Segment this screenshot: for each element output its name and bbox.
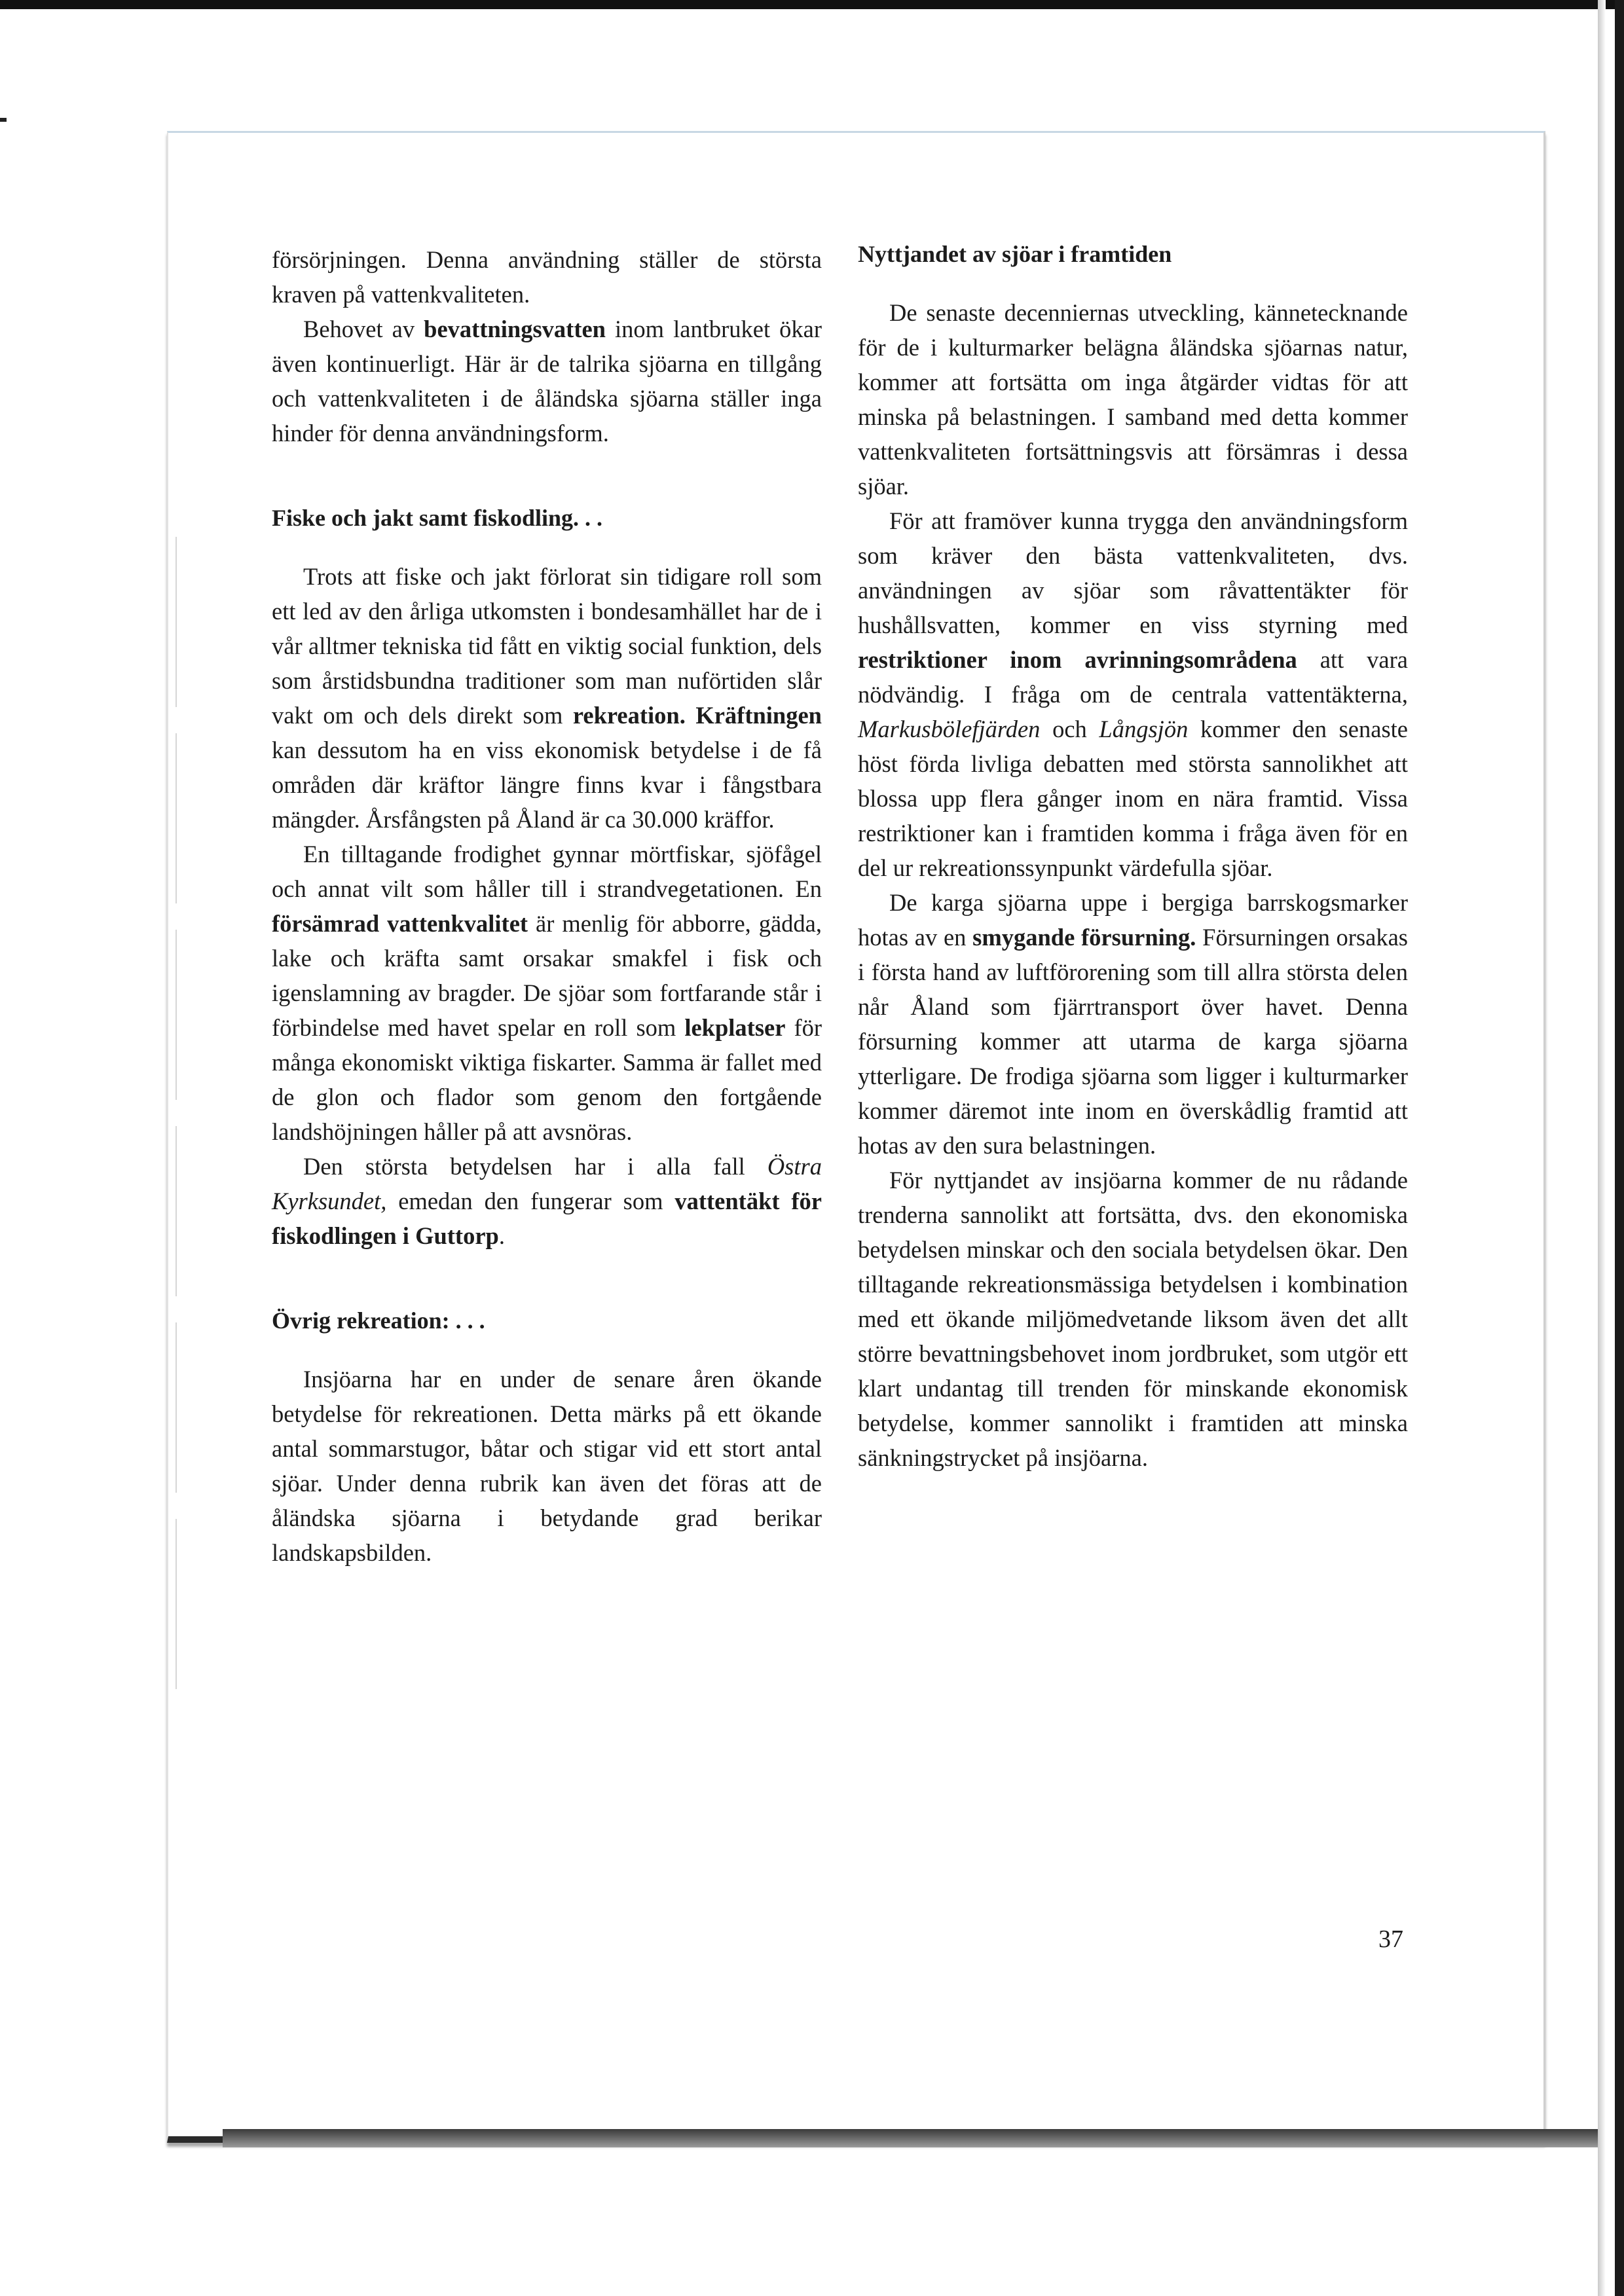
right-column: [858, 237, 1408, 1475]
bold-term: vattentäkt för fiskodlingen i Guttorp: [272, 1188, 822, 1249]
heading-nyttjandet: Nyttjandet av sjöar i framtiden: [858, 241, 1172, 267]
bold-term: lekplatser: [684, 1014, 786, 1041]
paragraph-intro: försörjningen. Denna användning ställer de största kraven på vattenkvaliteten.: [272, 246, 822, 308]
paragraph-fiske-1: Trots att fiske och jakt förlorat sin tidigare roll som ett led av den årliga utkomsten i bondesamhället har de i vår alltmer tekniska tid fått en viktig social funktion, dels som årstidsbundna traditioner som man nuförtiden slår vakt om och dels direkt som rekreation. Kräftningen kan dessutom ha en viss ekonomisk betydelse i de få områden där kräftor längre finns kvar i fångstbara mängder. Årsfångsten på Åland är ca 30.000 kräffor.: [272, 563, 822, 833]
scan-edge-right-shade: [1598, 0, 1606, 2296]
scan-mark: [0, 118, 7, 122]
paragraph-bevattning: Behovet av bevattningsvatten inom lantbruket ökar även kontinuerligt. Här är de talrika sjöarna en tillgång och vattenkvaliteten i de åländska sjöarna ställer inga hinder för denna användningsform.: [272, 316, 822, 446]
bold-term: restriktioner inom avrinningsområdena: [858, 646, 1297, 673]
bold-term: rekreation.: [572, 702, 686, 729]
paragraph-right-3: De karga sjöarna uppe i bergiga barrskogsmarker hotas av en smygande försurning. Försurningen orsakas i första hand av luftförorening som till allra största delen når Åland som fjärrtransport över havet. Denna försurning kommer att utarma de karga sjöarna ytterligare. De frodiga sjöarna som ligger i kulturmarker kommer däremot inte inom en överskådlig framtid att hotas av den sura belastningen.: [858, 889, 1408, 1159]
italic-place-name: Markusbölefjärden: [858, 716, 1041, 742]
paragraph-right-4: För nyttjandet av insjöarna kommer de nu rådande trenderna sannolikt att fortsätta, dvs. den ekonomiska betydelsen minskar och den sociala betydelsen ökar. Den tilltagande rekreationsmässiga betydelsen i kombination med ett ökande miljömedvetande liksom även det allt större bevattningsbehovet inom jordbruket, som utgör ett klart undantag till trenden för minskande ekonomisk betydelse, kommer sannolikt i framtiden att minska sänkningstrycket på insjöarna.: [858, 1167, 1408, 1471]
bold-term: Kräftningen: [695, 702, 822, 729]
paragraph-fiske-2: En tilltagande frodighet gynnar mörtfiskar, sjöfågel och annat vilt som håller till i strandvegetationen. En försämrad vattenkvalitet är menlig för abborre, gädda, lake och kräfta samt orsakar smakfel i fisk och igenslamning av bragder. De sjöar som fortfarande står i förbindelse med havet spelar en roll som lekplatser för många ekonomiskt viktiga fiskarter. Samma är fallet med de glon och flador som genom den fortgående landshöjningen håller på att avsnöras.: [272, 841, 822, 1145]
heading-ovrig-rekreation: Övrig rekreation: . . .: [272, 1307, 485, 1334]
left-column: [272, 242, 822, 1570]
scan-edge-right: [1615, 0, 1624, 2296]
paragraph-right-2: För att framöver kunna trygga den användningsform som kräver den bästa vattenkvaliteten, dvs. användningen av sjöar som råvattentäkter för hushållsvatten, kommer en viss styrning med restriktioner inom avrinningsområdena att vara nödvändig. I fråga om de centrala vattentäkterna, Markusbölefjärden och Långsjön kommer den senaste höst förda livliga debatten med största sannolikhet att blossa upp flera gånger inom en nära framtid. Vissa restriktioner kan i framtiden komma i fråga även för en del ur rekreationssynpunkt värdefulla sjöar.: [858, 507, 1408, 881]
binding-stitch-line: [175, 537, 177, 1715]
scan-edge-top: [0, 0, 1624, 9]
paragraph-fiske-3: Den största betydelsen har i alla fall Östra Kyrksundet, emedan den fungerar som vattentäkt för fiskodlingen i Guttorp.: [272, 1153, 822, 1249]
page-bottom-shadow: [223, 2129, 1598, 2147]
bold-term: bevattningsvatten: [424, 316, 606, 342]
paragraph-ovrig: Insjöarna har en under de senare åren ökande betydelse för rekreationen. Detta märks på ett ökande antal sommarstugor, båtar och stigar vid ett stort antal sjöar. Under denna rubrik kan även det föras att de åländska sjöarna i betydande grad berikar landskapsbilden.: [272, 1366, 822, 1566]
italic-place-name: Östra Kyrksundet,: [272, 1153, 822, 1214]
heading-fiske: Fiske och jakt samt fiskodling. . .: [272, 505, 603, 531]
page-number: 37: [1378, 1925, 1403, 1953]
paragraph-right-1: De senaste decenniernas utveckling, kännetecknande för de i kulturmarker belägna åländska sjöarnas natur, kommer att fortsätta om inga åtgärder vidtas för att minska på belastningen. I samband med detta kommer vattenkvaliteten fortsättningsvis att försämras i dessa sjöar.: [858, 299, 1408, 500]
italic-place-name: Långsjön: [1099, 716, 1189, 742]
bold-term: försämrad vattenkvalitet: [272, 910, 528, 937]
bold-term: smygande försurning.: [972, 924, 1196, 951]
